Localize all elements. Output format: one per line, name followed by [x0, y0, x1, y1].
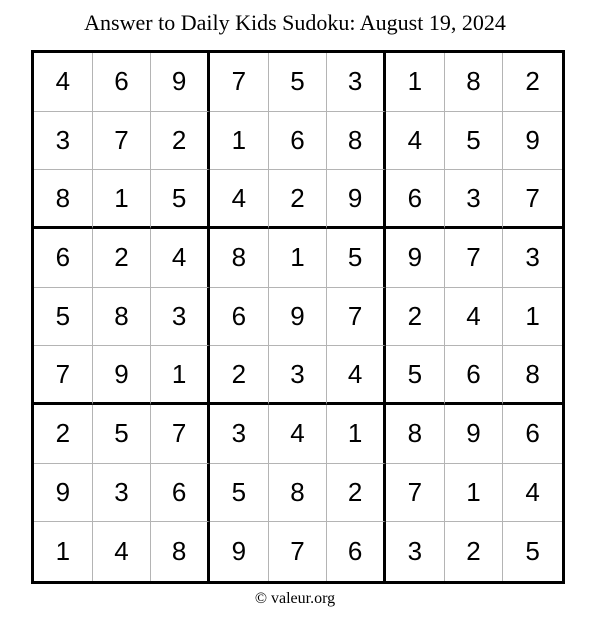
sudoku-cell-r2-c7: 4 — [386, 112, 445, 171]
sudoku-cell-r1-c6: 3 — [327, 53, 386, 112]
sudoku-cell-r1-c5: 5 — [269, 53, 328, 112]
sudoku-cell-r3-c6: 9 — [327, 170, 386, 229]
sudoku-cell-r2-c6: 8 — [327, 112, 386, 171]
sudoku-cell-r2-c3: 2 — [151, 112, 210, 171]
sudoku-cell-r1-c1: 4 — [34, 53, 93, 112]
sudoku-cell-r8-c9: 4 — [503, 464, 562, 523]
sudoku-cell-r8-c3: 6 — [151, 464, 210, 523]
sudoku-cell-r6-c9: 8 — [503, 346, 562, 405]
sudoku-cell-r8-c1: 9 — [34, 464, 93, 523]
sudoku-cell-r6-c1: 7 — [34, 346, 93, 405]
sudoku-cell-r3-c1: 8 — [34, 170, 93, 229]
sudoku-cell-r3-c5: 2 — [269, 170, 328, 229]
sudoku-cell-r1-c3: 9 — [151, 53, 210, 112]
sudoku-cell-r1-c4: 7 — [210, 53, 269, 112]
sudoku-cell-r3-c9: 7 — [503, 170, 562, 229]
sudoku-cell-r5-c9: 1 — [503, 288, 562, 347]
sudoku-cell-r2-c1: 3 — [34, 112, 93, 171]
sudoku-cell-r6-c5: 3 — [269, 346, 328, 405]
sudoku-cell-r5-c2: 8 — [93, 288, 152, 347]
sudoku-cell-r9-c5: 7 — [269, 522, 328, 581]
sudoku-cell-r4-c5: 1 — [269, 229, 328, 288]
sudoku-cell-r9-c6: 6 — [327, 522, 386, 581]
sudoku-board — [31, 50, 565, 584]
sudoku-cell-r5-c8: 4 — [445, 288, 504, 347]
sudoku-cell-r2-c4: 1 — [210, 112, 269, 171]
sudoku-cell-r2-c9: 9 — [503, 112, 562, 171]
page-title: Answer to Daily Kids Sudoku: August 19, 2024 — [84, 10, 506, 35]
sudoku-cell-r2-c2: 7 — [93, 112, 152, 171]
sudoku-cell-r4-c7: 9 — [386, 229, 445, 288]
sudoku-cell-r8-c8: 1 — [445, 464, 504, 523]
copyright-footer: © valeur.org — [254, 590, 336, 607]
sudoku-cell-r8-c4: 5 — [210, 464, 269, 523]
sudoku-cell-r5-c6: 7 — [327, 288, 386, 347]
sudoku-cell-r3-c4: 4 — [210, 170, 269, 229]
sudoku-cell-r5-c3: 3 — [151, 288, 210, 347]
sudoku-cell-r5-c4: 6 — [210, 288, 269, 347]
sudoku-cell-r2-c8: 5 — [445, 112, 504, 171]
sudoku-cell-r4-c3: 4 — [151, 229, 210, 288]
sudoku-cell-r9-c4: 9 — [210, 522, 269, 581]
sudoku-cell-r5-c1: 5 — [34, 288, 93, 347]
sudoku-cell-r6-c2: 9 — [93, 346, 152, 405]
sudoku-cell-r8-c6: 2 — [327, 464, 386, 523]
sudoku-cell-r1-c7: 1 — [386, 53, 445, 112]
sudoku-cell-r9-c9: 5 — [525, 536, 540, 567]
sudoku-cell-r4-c4: 8 — [210, 229, 269, 288]
sudoku-cell-r7-c7: 8 — [386, 405, 445, 464]
sudoku-cell-r6-c8: 6 — [445, 346, 504, 405]
sudoku-cell-r2-c5: 6 — [269, 112, 328, 171]
sudoku-cell-r7-c4: 3 — [210, 405, 269, 464]
sudoku-cell-r6-c4: 2 — [210, 346, 269, 405]
sudoku-cell-r6-c7: 5 — [386, 346, 445, 405]
sudoku-cell-r8-c5: 8 — [269, 464, 328, 523]
sudoku-cell-r7-c3: 7 — [151, 405, 210, 464]
sudoku-cell-r9-c7: 3 — [386, 522, 445, 581]
sudoku-cell-r6-c6: 4 — [327, 346, 386, 405]
sudoku-cell-r1-c8: 8 — [445, 53, 504, 112]
sudoku-cell-r9-c2: 4 — [93, 522, 152, 581]
sudoku-cell-r1-c9: 2 — [503, 53, 562, 112]
sudoku-cell-r7-c1: 2 — [34, 405, 93, 464]
sudoku-cell-r9-c8: 2 — [445, 522, 504, 581]
sudoku-cell-r1-c2: 6 — [93, 53, 152, 112]
sudoku-cell-r4-c2: 2 — [93, 229, 152, 288]
sudoku-cell-r7-c5: 4 — [269, 405, 328, 464]
sudoku-cell-r3-c7: 6 — [386, 170, 445, 229]
sudoku-cell-r8-c7: 7 — [386, 464, 445, 523]
sudoku-cell-r4-c1: 6 — [34, 229, 93, 288]
sudoku-cell-r8-c2: 3 — [93, 464, 152, 523]
sudoku-cell-r7-c6: 1 — [327, 405, 386, 464]
sudoku-cell-r9-c3: 8 — [151, 522, 210, 581]
sudoku-cell-r4-c6: 5 — [327, 229, 386, 288]
sudoku-cell-r5-c7: 2 — [386, 288, 445, 347]
sudoku-cell-r7-c8: 9 — [445, 405, 504, 464]
sudoku-cell-r7-c2: 5 — [93, 405, 152, 464]
sudoku-cell-r9-c1: 1 — [34, 522, 93, 581]
sudoku-cell-r3-c2: 1 — [93, 170, 152, 229]
sudoku-cell-r4-c8: 7 — [445, 229, 504, 288]
sudoku-cell-r5-c5: 9 — [269, 288, 328, 347]
sudoku-cell-r4-c9: 3 — [503, 229, 562, 288]
sudoku-cell-r3-c3: 5 — [151, 170, 210, 229]
sudoku-cell-r3-c8: 3 — [445, 170, 504, 229]
sudoku-cell-r7-c9: 6 — [503, 405, 562, 464]
sudoku-cell-r6-c3: 1 — [151, 346, 210, 405]
